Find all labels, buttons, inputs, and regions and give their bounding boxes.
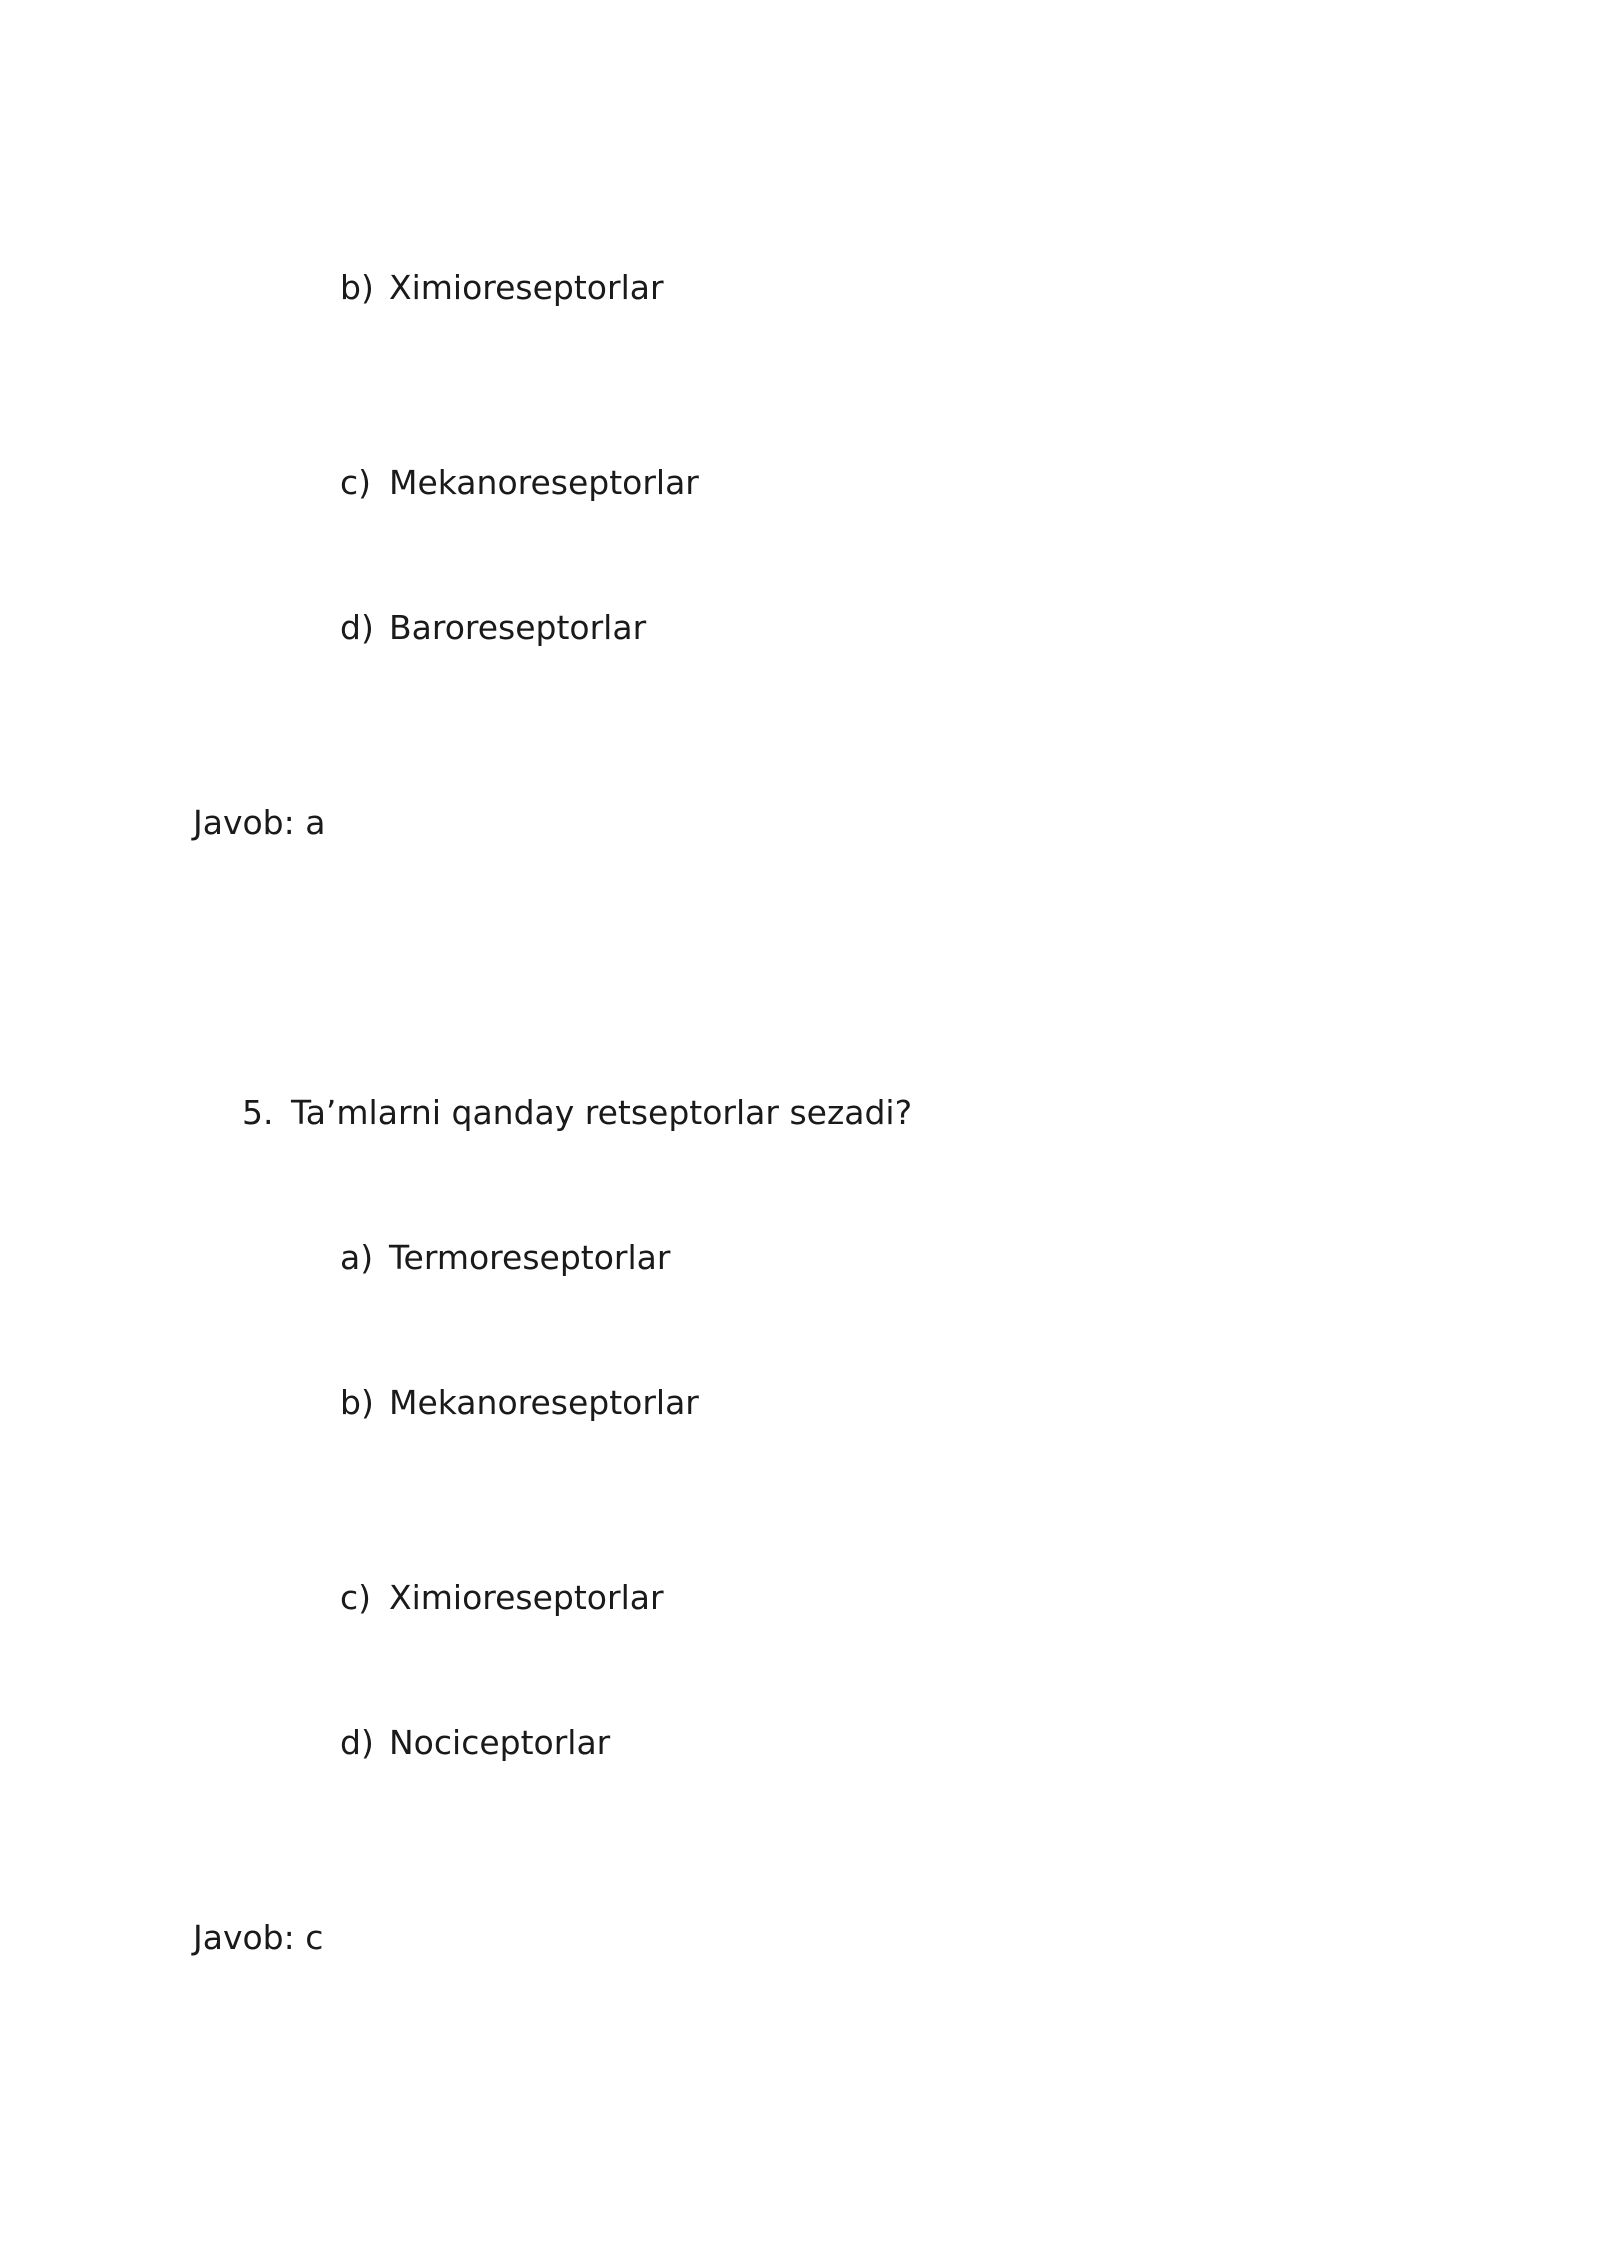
option-text: Nociceptorlar	[389, 1723, 611, 1762]
option-text: Ximioreseptorlar	[389, 1578, 664, 1617]
question-5	[242, 1093, 912, 1133]
option-letter: d)	[340, 1723, 374, 1762]
option-text: Baroreseptorlar	[389, 608, 647, 647]
option-b	[340, 1383, 699, 1423]
answer-line: Javob: c	[193, 1918, 324, 1957]
option-letter: a)	[340, 1238, 374, 1277]
option-d	[340, 1723, 610, 1763]
option-letter: b)	[340, 1383, 374, 1422]
option-b	[340, 268, 664, 308]
option-letter: c)	[340, 463, 372, 502]
option-text: Termoreseptorlar	[389, 1238, 671, 1277]
option-letter: b)	[340, 268, 374, 307]
question-text: Ta’mlarni qanday retseptorlar sezadi?	[291, 1093, 913, 1132]
option-letter: c)	[340, 1578, 372, 1617]
option-a	[340, 1238, 670, 1278]
option-c	[340, 1578, 664, 1618]
answer-line: Javob: a	[193, 803, 326, 842]
option-d	[340, 608, 646, 648]
option-c	[340, 463, 699, 503]
option-text: Mekanoreseptorlar	[389, 1383, 699, 1422]
option-letter: d)	[340, 608, 374, 647]
option-text: Ximioreseptorlar	[389, 268, 664, 307]
question-number: 5.	[242, 1093, 274, 1132]
option-text: Mekanoreseptorlar	[389, 463, 699, 502]
